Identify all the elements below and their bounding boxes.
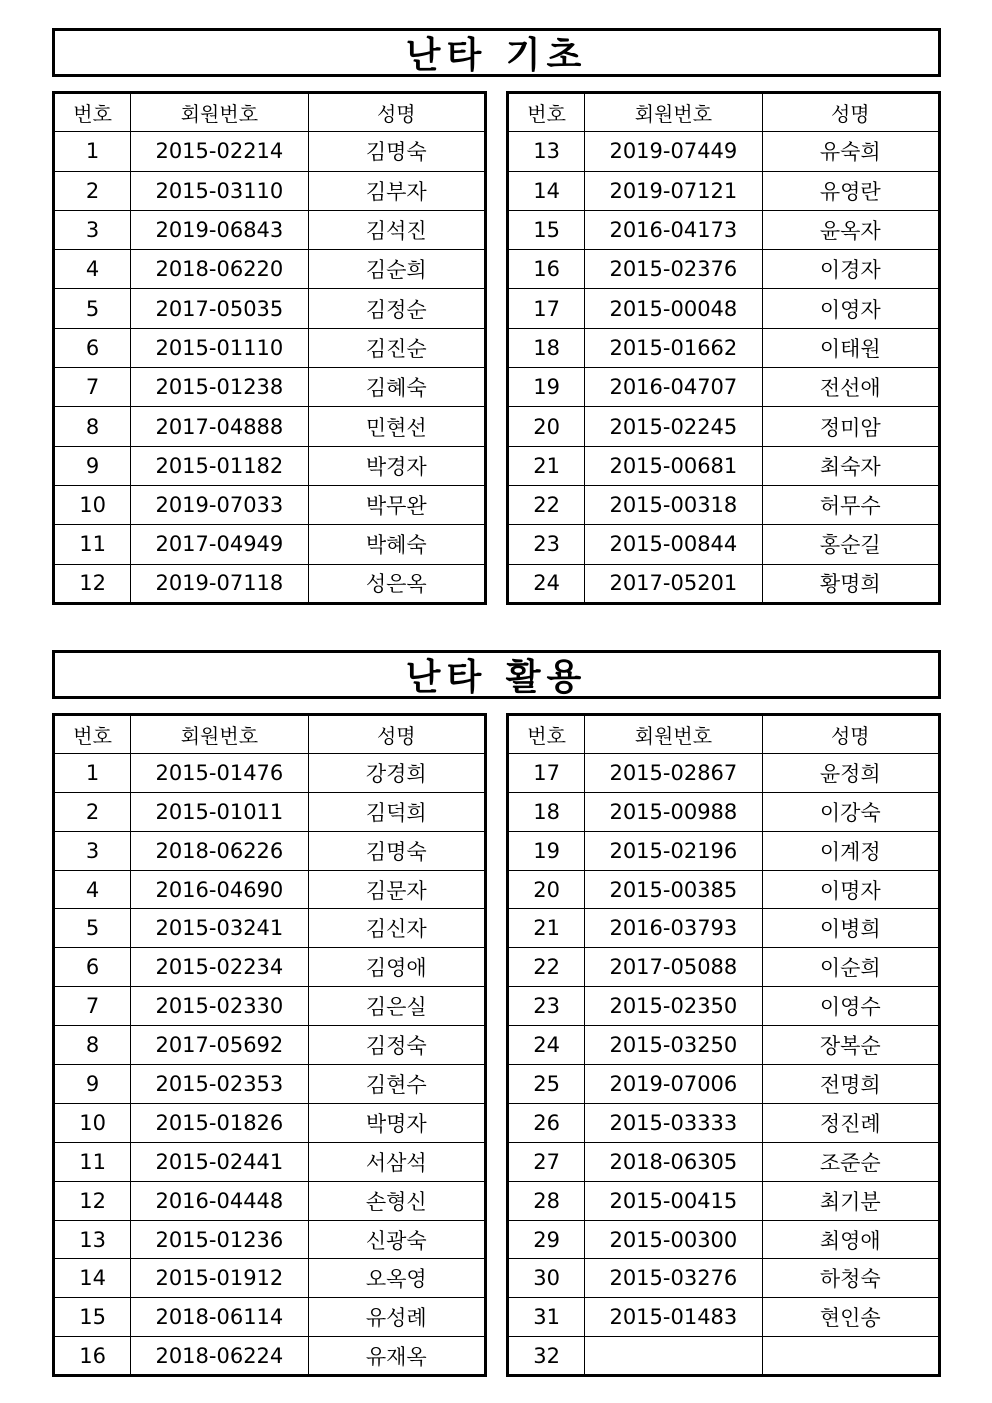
cell-name: 이강숙 <box>762 792 939 831</box>
cell-name: 이영자 <box>762 289 939 328</box>
cell-name: 김정숙 <box>308 1026 485 1065</box>
cell-member-id: 2015-02214 <box>131 132 308 171</box>
table-row <box>508 1065 940 1104</box>
cell-member-id: 2015-00300 <box>585 1220 762 1259</box>
table-row <box>508 1142 940 1181</box>
table-row <box>508 289 940 328</box>
cell-name: 서삼석 <box>308 1142 485 1181</box>
cell-no: 23 <box>508 525 585 564</box>
cell-no: 14 <box>54 1259 131 1298</box>
table-row <box>54 446 486 485</box>
member-table-left <box>52 713 487 1377</box>
cell-name: 김순희 <box>308 250 485 289</box>
cell-member-id: 2017-05035 <box>131 289 308 328</box>
cell-name: 김문자 <box>308 870 485 909</box>
cell-name: 정미암 <box>762 407 939 446</box>
cell-name: 박명자 <box>308 1103 485 1142</box>
table-row <box>508 792 940 831</box>
cell-member-id: 2019-07006 <box>585 1065 762 1104</box>
cell-name: 이영수 <box>762 987 939 1026</box>
cell-member-id: 2015-01238 <box>131 368 308 407</box>
cell-no: 9 <box>54 1065 131 1104</box>
cell-no: 11 <box>54 525 131 564</box>
cell-name: 최숙자 <box>762 446 939 485</box>
cell-name: 김정순 <box>308 289 485 328</box>
cell-no: 16 <box>508 250 585 289</box>
member-table-right <box>506 91 941 605</box>
cell-member-id: 2015-01476 <box>131 753 308 792</box>
cell-no: 17 <box>508 753 585 792</box>
table-row <box>54 987 486 1026</box>
cell-name: 민현선 <box>308 407 485 446</box>
cell-member-id: 2015-01110 <box>131 328 308 367</box>
cell-no: 7 <box>54 368 131 407</box>
header-no: 번호 <box>54 93 131 132</box>
cell-member-id: 2017-05201 <box>585 564 762 603</box>
table-header-row <box>54 93 486 132</box>
cell-no: 10 <box>54 485 131 524</box>
cell-member-id: 2015-00681 <box>585 446 762 485</box>
cell-name: 이태원 <box>762 328 939 367</box>
table-row <box>508 1181 940 1220</box>
cell-no: 26 <box>508 1103 585 1142</box>
cell-name: 김혜숙 <box>308 368 485 407</box>
table-row <box>508 753 940 792</box>
table-row <box>508 525 940 564</box>
cell-member-id: 2015-02376 <box>585 250 762 289</box>
cell-no: 18 <box>508 328 585 367</box>
table-row <box>508 485 940 524</box>
table-row <box>508 210 940 249</box>
cell-no: 19 <box>508 831 585 870</box>
table-row <box>54 1181 486 1220</box>
cell-no: 11 <box>54 1142 131 1181</box>
cell-no: 1 <box>54 132 131 171</box>
table-row <box>54 792 486 831</box>
cell-no: 6 <box>54 328 131 367</box>
table-row <box>54 1026 486 1065</box>
table-row <box>508 407 940 446</box>
cell-member-id: 2018-06114 <box>131 1298 308 1337</box>
cell-name: 강경희 <box>308 753 485 792</box>
cell-member-id: 2018-06226 <box>131 831 308 870</box>
cell-member-id: 2015-02867 <box>585 753 762 792</box>
cell-name: 조준순 <box>762 1142 939 1181</box>
cell-name: 유재옥 <box>308 1337 485 1376</box>
cell-name: 유숙희 <box>762 132 939 171</box>
cell-member-id: 2015-00844 <box>585 525 762 564</box>
table-row <box>508 1026 940 1065</box>
member-table-right <box>506 713 941 1377</box>
table-row <box>54 870 486 909</box>
cell-name: 김은실 <box>308 987 485 1026</box>
cell-member-id: 2016-04707 <box>585 368 762 407</box>
cell-name: 이명자 <box>762 870 939 909</box>
table-row <box>54 1065 486 1104</box>
cell-no: 13 <box>508 132 585 171</box>
cell-member-id: 2019-07449 <box>585 132 762 171</box>
cell-member-id: 2015-00415 <box>585 1181 762 1220</box>
cell-no: 17 <box>508 289 585 328</box>
cell-member-id: 2015-01236 <box>131 1220 308 1259</box>
cell-member-id: 2015-03333 <box>585 1103 762 1142</box>
cell-no: 6 <box>54 948 131 987</box>
cell-no: 21 <box>508 909 585 948</box>
header-name: 성명 <box>308 715 485 754</box>
table-row <box>54 368 486 407</box>
header-member-id: 회원번호 <box>585 715 762 754</box>
cell-member-id: 2015-01011 <box>131 792 308 831</box>
cell-no: 3 <box>54 831 131 870</box>
cell-name: 윤정희 <box>762 753 939 792</box>
cell-no: 14 <box>508 171 585 210</box>
cell-name: 손형신 <box>308 1181 485 1220</box>
table-row <box>508 1220 940 1259</box>
cell-no: 19 <box>508 368 585 407</box>
table-row <box>508 948 940 987</box>
cell-member-id: 2015-02196 <box>585 831 762 870</box>
cell-member-id: 2015-02245 <box>585 407 762 446</box>
cell-member-id: 2015-03276 <box>585 1259 762 1298</box>
cell-no: 12 <box>54 564 131 603</box>
cell-name: 최기분 <box>762 1181 939 1220</box>
cell-name: 박혜숙 <box>308 525 485 564</box>
cell-member-id: 2015-01182 <box>131 446 308 485</box>
table-row <box>54 525 486 564</box>
table-row <box>54 132 486 171</box>
cell-no: 8 <box>54 1026 131 1065</box>
cell-name: 김부자 <box>308 171 485 210</box>
cell-no: 15 <box>54 1298 131 1337</box>
table-row <box>54 1220 486 1259</box>
cell-name: 김현수 <box>308 1065 485 1104</box>
cell-name: 정진례 <box>762 1103 939 1142</box>
cell-member-id: 2018-06305 <box>585 1142 762 1181</box>
table-row <box>54 1298 486 1337</box>
cell-member-id: 2015-01662 <box>585 328 762 367</box>
cell-member-id: 2015-03241 <box>131 909 308 948</box>
table-row <box>54 171 486 210</box>
table-row <box>508 1103 940 1142</box>
cell-no: 2 <box>54 171 131 210</box>
cell-member-id: 2016-03793 <box>585 909 762 948</box>
table-row <box>508 909 940 948</box>
table-header-row <box>508 93 940 132</box>
cell-member-id: 2015-02350 <box>585 987 762 1026</box>
cell-member-id: 2015-00385 <box>585 870 762 909</box>
table-row <box>508 328 940 367</box>
cell-member-id: 2015-02441 <box>131 1142 308 1181</box>
cell-member-id: 2015-02330 <box>131 987 308 1026</box>
cell-name: 박무완 <box>308 485 485 524</box>
header-no: 번호 <box>508 93 585 132</box>
cell-no: 13 <box>54 1220 131 1259</box>
cell-member-id: 2015-01826 <box>131 1103 308 1142</box>
cell-no: 21 <box>508 446 585 485</box>
cell-name: 김영애 <box>308 948 485 987</box>
cell-name: 김덕희 <box>308 792 485 831</box>
cell-member-id: 2015-01483 <box>585 1298 762 1337</box>
cell-member-id <box>585 1337 762 1376</box>
cell-member-id: 2019-07118 <box>131 564 308 603</box>
table-row <box>508 171 940 210</box>
table-row <box>54 328 486 367</box>
table-row <box>54 948 486 987</box>
cell-no: 31 <box>508 1298 585 1337</box>
table-row <box>54 1337 486 1376</box>
table-row <box>54 831 486 870</box>
table-header-row <box>508 715 940 754</box>
cell-name: 전선애 <box>762 368 939 407</box>
header-no: 번호 <box>508 715 585 754</box>
cell-no: 22 <box>508 485 585 524</box>
cell-no: 20 <box>508 870 585 909</box>
cell-no: 16 <box>54 1337 131 1376</box>
cell-name: 장복순 <box>762 1026 939 1065</box>
table-header-row <box>54 715 486 754</box>
cell-member-id: 2015-00988 <box>585 792 762 831</box>
cell-name: 신광숙 <box>308 1220 485 1259</box>
table-row <box>508 870 940 909</box>
section-title: 난타 기초 <box>52 28 941 77</box>
cell-member-id: 2016-04173 <box>585 210 762 249</box>
cell-no: 27 <box>508 1142 585 1181</box>
cell-name: 현인송 <box>762 1298 939 1337</box>
cell-name: 김신자 <box>308 909 485 948</box>
cell-no: 4 <box>54 250 131 289</box>
cell-no: 28 <box>508 1181 585 1220</box>
table-row <box>508 446 940 485</box>
cell-name: 하청숙 <box>762 1259 939 1298</box>
header-name: 성명 <box>762 93 939 132</box>
cell-member-id: 2019-07033 <box>131 485 308 524</box>
cell-member-id: 2017-04888 <box>131 407 308 446</box>
cell-member-id: 2015-02353 <box>131 1065 308 1104</box>
cell-name: 박경자 <box>308 446 485 485</box>
cell-no: 20 <box>508 407 585 446</box>
cell-member-id: 2019-06843 <box>131 210 308 249</box>
cell-no: 1 <box>54 753 131 792</box>
cell-no: 18 <box>508 792 585 831</box>
table-row <box>508 987 940 1026</box>
cell-name: 홍순길 <box>762 525 939 564</box>
header-member-id: 회원번호 <box>131 715 308 754</box>
cell-name: 김명숙 <box>308 831 485 870</box>
cell-name: 이계정 <box>762 831 939 870</box>
member-table-left <box>52 91 487 605</box>
cell-no: 25 <box>508 1065 585 1104</box>
cell-no: 24 <box>508 1026 585 1065</box>
cell-name: 유영란 <box>762 171 939 210</box>
cell-member-id: 2019-07121 <box>585 171 762 210</box>
table-row <box>54 1142 486 1181</box>
cell-name: 김석진 <box>308 210 485 249</box>
table-row <box>54 289 486 328</box>
cell-no: 22 <box>508 948 585 987</box>
cell-no: 7 <box>54 987 131 1026</box>
cell-no: 30 <box>508 1259 585 1298</box>
cell-no: 9 <box>54 446 131 485</box>
cell-member-id: 2017-05692 <box>131 1026 308 1065</box>
cell-name: 김명숙 <box>308 132 485 171</box>
cell-no: 15 <box>508 210 585 249</box>
cell-no: 10 <box>54 1103 131 1142</box>
cell-member-id: 2017-05088 <box>585 948 762 987</box>
header-member-id: 회원번호 <box>131 93 308 132</box>
table-row <box>54 210 486 249</box>
cell-name: 황명희 <box>762 564 939 603</box>
table-row <box>54 909 486 948</box>
cell-no: 23 <box>508 987 585 1026</box>
cell-name: 이경자 <box>762 250 939 289</box>
cell-no: 4 <box>54 870 131 909</box>
cell-no: 5 <box>54 909 131 948</box>
cell-member-id: 2015-03110 <box>131 171 308 210</box>
table-row <box>508 250 940 289</box>
table-row <box>54 1259 486 1298</box>
table-row <box>54 564 486 603</box>
cell-no: 5 <box>54 289 131 328</box>
cell-member-id: 2015-03250 <box>585 1026 762 1065</box>
cell-member-id: 2018-06224 <box>131 1337 308 1376</box>
table-row <box>54 250 486 289</box>
cell-name: 허무수 <box>762 485 939 524</box>
cell-name: 김진순 <box>308 328 485 367</box>
cell-member-id: 2016-04448 <box>131 1181 308 1220</box>
table-row <box>508 831 940 870</box>
cell-name: 최영애 <box>762 1220 939 1259</box>
table-row <box>54 1103 486 1142</box>
table-row <box>508 368 940 407</box>
table-row <box>54 407 486 446</box>
cell-name: 유성례 <box>308 1298 485 1337</box>
cell-no: 3 <box>54 210 131 249</box>
cell-no: 32 <box>508 1337 585 1376</box>
header-name: 성명 <box>762 715 939 754</box>
cell-name: 성은옥 <box>308 564 485 603</box>
cell-member-id: 2015-01912 <box>131 1259 308 1298</box>
table-row <box>508 1337 940 1376</box>
cell-member-id: 2015-00048 <box>585 289 762 328</box>
cell-name: 이병희 <box>762 909 939 948</box>
cell-name: 이순희 <box>762 948 939 987</box>
cell-member-id: 2016-04690 <box>131 870 308 909</box>
cell-member-id: 2018-06220 <box>131 250 308 289</box>
header-name: 성명 <box>308 93 485 132</box>
cell-member-id: 2017-04949 <box>131 525 308 564</box>
section-title: 난타 활용 <box>52 650 941 699</box>
table-row <box>508 564 940 603</box>
header-no: 번호 <box>54 715 131 754</box>
cell-name: 오옥영 <box>308 1259 485 1298</box>
cell-name <box>762 1337 939 1376</box>
cell-no: 24 <box>508 564 585 603</box>
cell-no: 12 <box>54 1181 131 1220</box>
table-row <box>508 132 940 171</box>
cell-no: 2 <box>54 792 131 831</box>
cell-member-id: 2015-02234 <box>131 948 308 987</box>
header-member-id: 회원번호 <box>585 93 762 132</box>
cell-no: 29 <box>508 1220 585 1259</box>
cell-member-id: 2015-00318 <box>585 485 762 524</box>
table-row <box>54 753 486 792</box>
table-row <box>54 485 486 524</box>
table-row <box>508 1259 940 1298</box>
cell-name: 전명희 <box>762 1065 939 1104</box>
cell-name: 윤옥자 <box>762 210 939 249</box>
cell-no: 8 <box>54 407 131 446</box>
table-row <box>508 1298 940 1337</box>
